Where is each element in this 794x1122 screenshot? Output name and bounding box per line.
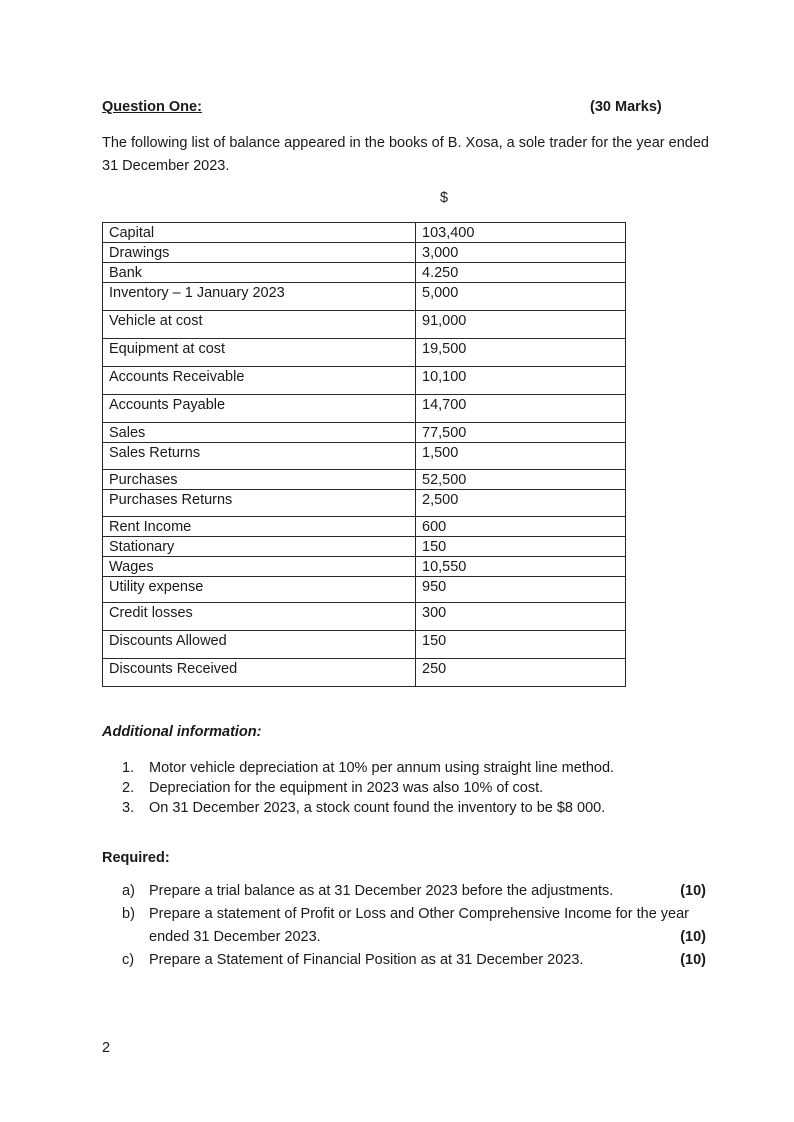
account-amount: 10,100 <box>416 367 626 395</box>
currency-header: $ <box>440 190 449 206</box>
page-number: 2 <box>102 1040 111 1056</box>
balance-row <box>103 557 626 577</box>
account-amount: 150 <box>416 537 626 557</box>
account-name: Discounts Allowed <box>103 631 416 659</box>
account-name: Wages <box>103 557 416 577</box>
balance-row <box>103 423 626 443</box>
account-amount: 600 <box>416 517 626 537</box>
item-marks: (10) <box>680 883 706 899</box>
item-text: Prepare a statement of Profit or Loss and Other Comprehensive Income for the year ended 31 December 2023. <box>149 906 689 945</box>
balances-table <box>102 222 626 687</box>
item-text: Depreciation for the equipment in 2023 was also 10% of cost. <box>149 780 544 796</box>
account-amount: 103,400 <box>416 223 626 243</box>
balance-row <box>103 243 626 263</box>
item-letter: c) <box>122 952 135 968</box>
account-amount: 2,500 <box>416 490 626 517</box>
balance-row <box>103 577 626 603</box>
account-name: Sales <box>103 423 416 443</box>
balance-row <box>103 311 626 339</box>
account-amount: 4.250 <box>416 263 626 283</box>
additional-info-item <box>122 778 722 798</box>
item-number: 1. <box>122 760 135 776</box>
balance-row <box>103 537 626 557</box>
account-name: Accounts Payable <box>103 395 416 423</box>
balance-row <box>103 659 626 687</box>
question-title: Question One: <box>102 99 202 115</box>
balance-row <box>103 443 626 470</box>
account-name: Accounts Receivable <box>103 367 416 395</box>
account-name: Inventory – 1 January 2023 <box>103 283 416 311</box>
additional-info-title: Additional information: <box>102 724 262 740</box>
required-item <box>122 903 706 949</box>
additional-info-list <box>122 758 722 818</box>
account-name: Discounts Received <box>103 659 416 687</box>
account-name: Vehicle at cost <box>103 311 416 339</box>
account-amount: 5,000 <box>416 283 626 311</box>
account-name: Utility expense <box>103 577 416 603</box>
balance-row <box>103 603 626 631</box>
account-name: Rent Income <box>103 517 416 537</box>
item-text: Prepare a Statement of Financial Position as at 31 December 2023. <box>149 952 584 968</box>
account-amount: 19,500 <box>416 339 626 367</box>
additional-info-item <box>122 798 722 818</box>
item-text: Motor vehicle depreciation at 10% per annum using straight line method. <box>149 760 615 776</box>
required-item <box>122 880 706 903</box>
additional-info-item <box>122 758 722 778</box>
account-amount: 14,700 <box>416 395 626 423</box>
balance-row <box>103 517 626 537</box>
question-intro: The following list of balance appeared in the books of B. Xosa, a sole trader for the year ended 31 December 2023. <box>102 135 709 174</box>
balance-row <box>103 339 626 367</box>
question-marks: (30 Marks) <box>590 99 662 115</box>
balance-row <box>103 283 626 311</box>
account-amount: 150 <box>416 631 626 659</box>
account-amount: 91,000 <box>416 311 626 339</box>
balance-row <box>103 631 626 659</box>
account-amount: 10,550 <box>416 557 626 577</box>
account-name: Sales Returns <box>103 443 416 470</box>
item-number: 3. <box>122 800 135 816</box>
item-number: 2. <box>122 780 135 796</box>
account-name: Capital <box>103 223 416 243</box>
required-list <box>122 880 706 972</box>
account-name: Purchases <box>103 470 416 490</box>
item-marks: (10) <box>680 952 706 968</box>
required-item <box>122 949 706 972</box>
balance-row <box>103 223 626 243</box>
balance-row <box>103 395 626 423</box>
account-amount: 300 <box>416 603 626 631</box>
account-name: Credit losses <box>103 603 416 631</box>
account-name: Drawings <box>103 243 416 263</box>
account-name: Bank <box>103 263 416 283</box>
account-amount: 52,500 <box>416 470 626 490</box>
balance-row <box>103 470 626 490</box>
balance-row <box>103 263 626 283</box>
account-name: Purchases Returns <box>103 490 416 517</box>
account-amount: 950 <box>416 577 626 603</box>
account-name: Equipment at cost <box>103 339 416 367</box>
account-amount: 250 <box>416 659 626 687</box>
item-letter: a) <box>122 883 135 899</box>
account-amount: 1,500 <box>416 443 626 470</box>
balance-row <box>103 367 626 395</box>
item-text: Prepare a trial balance as at 31 December 2023 before the adjustments. <box>149 883 614 899</box>
balance-row <box>103 490 626 517</box>
item-letter: b) <box>122 906 135 922</box>
account-name: Stationary <box>103 537 416 557</box>
account-amount: 77,500 <box>416 423 626 443</box>
item-marks: (10) <box>680 929 706 945</box>
required-title: Required: <box>102 850 170 866</box>
item-text: On 31 December 2023, a stock count found the inventory to be $8 000. <box>149 800 606 816</box>
account-amount: 3,000 <box>416 243 626 263</box>
